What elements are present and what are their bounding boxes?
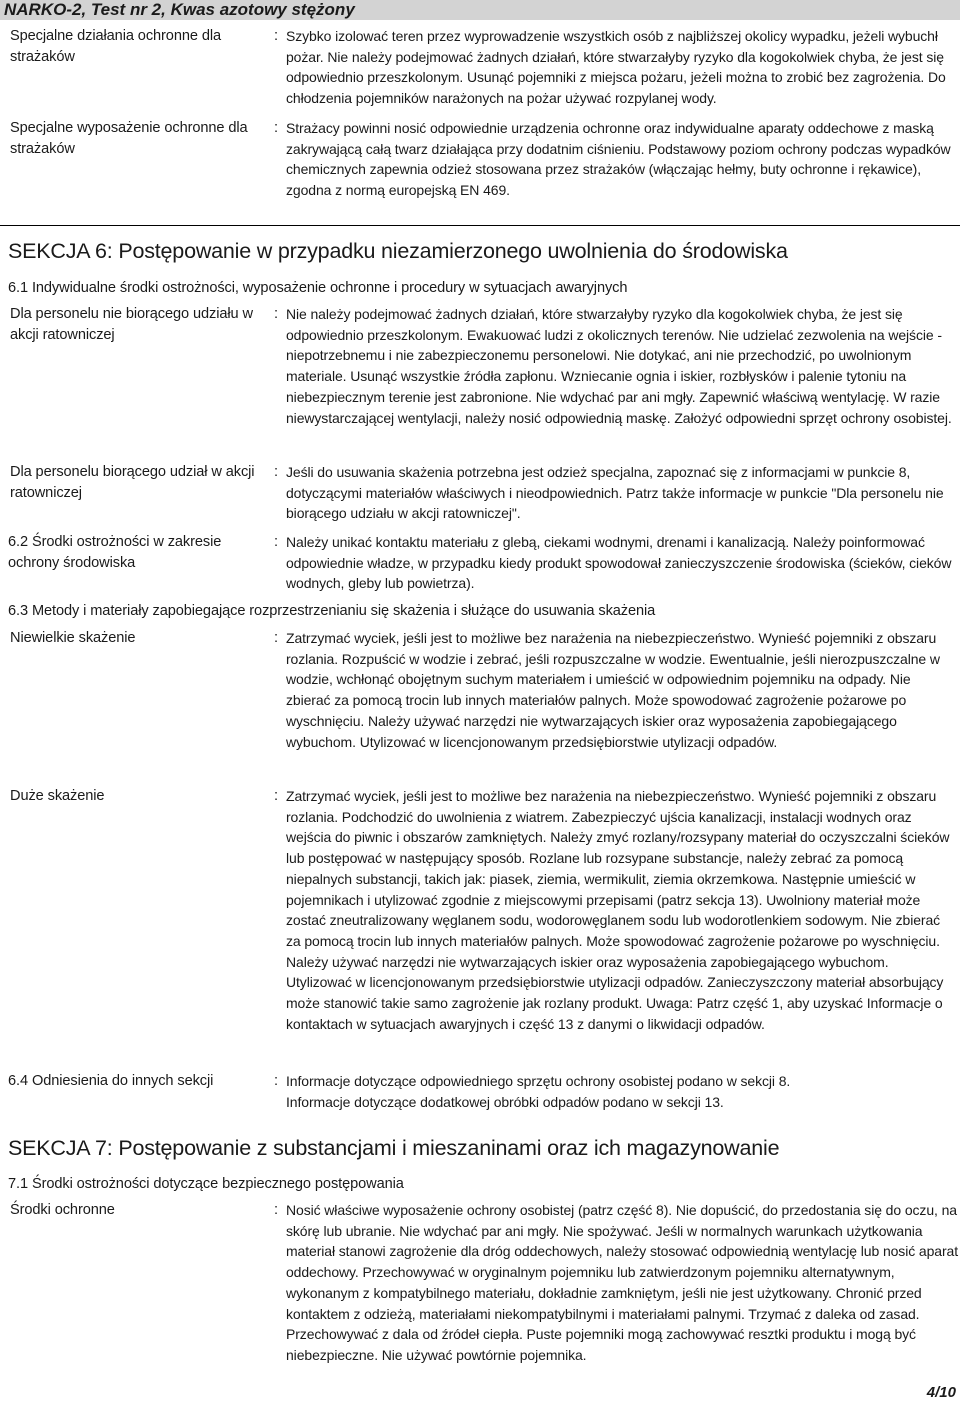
label-large-spill: Duże skażenie [10, 788, 105, 804]
document-header [0, 0, 960, 20]
section-6-title: SEKCJA 6: Postępowanie w przypadku niezamierzonego uwolnienia do środowiska [8, 239, 788, 263]
reference-line-2: Informacje dotyczące dodatkowej obróbki odpadów podano w sekcji 13. [286, 1093, 724, 1110]
colon: : [274, 28, 279, 44]
value-non-emergency: Nie należy podejmować żadnych działań, które stwarzałyby ryzyko dla kogokolwiek chyba, że jest się odpowiednio przeszkolonym. Ewakuować ludzi z okolicznych terenów. Nie udzielać zezwolenia na wejście - niepotrzebnemu i nie zabezpieczonemu personelowi. Nie dotykać, ani nie przechodzić, po uwolnionym materiale. Usunąć wszystkie źródła zapłonu. Wzniecanie ognia i iskier, rozbłysków i palenie tytoniu na niebezpiecznym terenie jest zabronione. Nie wdychać par ani mgły. Zapewnić właściwą wentylację. W razie niewystarczającej wentylacji, należy nosić odpowiednią maskę. Założyć odpowiedni sprzęt ochrony osobistej. [286, 306, 952, 426]
subsection-6-3-title: 6.3 Metody i materiały zapobiegające rozprzestrzenianiu się skażenia i służące do usuwania skażenia [8, 603, 656, 619]
value-special-equipment: Strażacy powinni nosić odpowiednie urządzenia ochronne oraz indywidualne aparaty oddechowe z maską zakrywającą całą twarz działająca przy dodatnim ciśnieniu. Podstawowy poziom ochrony podczas wypadków chemicznych zapewnia odzież stosowana przez strażaków (włączając hełmy, buty ochronne i rękawice), zgodna z normą europejską EN 469. [286, 120, 951, 199]
colon: : [274, 788, 279, 804]
header-title: NARKO-2, Test nr 2, Kwas azotowy stężony [4, 0, 355, 19]
colon: : [274, 630, 279, 646]
reference-line-1: Informacje dotyczące odpowiedniego sprzętu ochrony osobistej podano w sekcji 8. [286, 1073, 791, 1089]
label-special-actions: Specjalne działania ochronne dla strażaków [10, 28, 221, 65]
value-protective-measures: Nosić właściwe wyposażenie ochrony osobistej (patrz część 8). Nie dopuścić, do przedostania się do oczu, na skórę lub ubranie. Nie wdychać par ani mgły. Nie spożywać. Jeśli w normalnych warunkach użytkowania materiał stanowi zagrożenie dla dróg oddechowych, należy stosować odpowiednią wentylację lub nosić aparat oddechowy. Przechowywać w oryginalnym pojemniku lub zatwierdzonym pojemniku alternatywnym, wykonanym z kompatybilnego materiału, dokładnie zamkniętym, jeśli nie jest użytkowany. Chronić przed kontaktem z odzieżą, materiałami niekompatybilnymi i materiałami palnymi. Trzymać z daleka od zasad. Przechowywać z dala od źródeł ciepła. Puste pojemniki mogą zachowywać resztki produktu i mogą być niebezpieczne. Nie używać powtórnie pojemnika. [286, 1202, 959, 1363]
value-small-spill: Zatrzymać wyciek, jeśli jest to możliwe bez narażenia na niebezpieczeństwo. Wynieść pojemniki z obszaru rozlania. Rozpuścić w wodzie i zebrać, jeśli rozpuszczalne w wodzie. Ewentualnie, jeśli nierozpuszczalne w wodzie, wchłonąć obojętnym suchym materiałem i umieścić w odpowiednim pojemniku na odpady. Nie zbierać za pomocą trocin lub innych materiałów palnych. Może spowodować zagrożenie pożarowe po wyschnięciu. Należy używać narzędzi nie wytwarzających iskier oraz wyposażenia zapobiegającego wybuchom. Utylizować w licencjonowanym przedsiębiorstwie utylizacji odpadów. [286, 630, 940, 750]
colon: : [274, 1202, 279, 1218]
label-protective-measures: Środki ochronne [10, 1202, 115, 1218]
value-emergency: Jeśli do usuwania skażenia potrzebna jest odzież specjalna, zapoznać się z informacjami w punkcie 8, dotyczącymi materiałów właściwych i nieodpowiednich. Patrz także informacje w punkcie "Dla personelu nie biorącego udziału w akcji ratowniczej". [286, 464, 944, 522]
label-environment: 6.2 Środki ostrożności w zakresie ochrony środowiska [8, 534, 222, 571]
colon: : [274, 120, 279, 136]
section-7-title: SEKCJA 7: Postępowanie z substancjami i mieszaninami oraz ich magazynowanie [8, 1136, 780, 1160]
value-large-spill: Zatrzymać wyciek, jeśli jest to możliwe bez narażenia na niebezpieczeństwo. Wynieść pojemniki z obszaru rozlania. Podchodzić do uwolnienia z wiatrem. Zabezpieczyć ujścia kanalizacji, instalacji wodnych oraz wejścia do piwnic i obszarów zamkniętych. Należy zmyć rozlany/rozsypany materiał do oczyszczalni ścieków lub postępować w następujący sposób. Rozlane lub rozsypane substancje, należy zebrać za pomocą niepalnych substancji, takich jak: piasek, ziemia, wermikulit, ziemia okrzemkowa. Następnie umieścić w pojemnikach i utylizować zgodnie z miejscowymi przepisami (patrz sekcja 13). Uwolniony materiał może zostać zneutralizowany węglanem sodu, wodorowęglanem sodu lub wodorotlenkiem sodowym. Nie zbierać za pomocą trocin lub innych materiałów palnych. Może spowodować zagrożenie pożarowe po wyschnięciu. Należy używać narzędzi nie wytwarzających iskier oraz wyposażenia zapobiegającego wybuchom. Utylizować w licencjonowanym przedsiębiorstwie utylizacji odpadów. Zanieczyszczony materiał absorbujący może stanowić takie samo zagrożenie jak rozlany produkt. Uwaga: Patrz część 1, aby uzyskać Informacje o kontaktach w sytuacjach awaryjnych i część 13 z danymi o likwidacji odpadów. [286, 788, 950, 1032]
colon: : [274, 534, 279, 550]
label-special-equipment: Specjalne wyposażenie ochronne dla strażaków [10, 120, 248, 157]
value-references [286, 1071, 958, 1112]
colon: : [274, 464, 279, 480]
colon: : [274, 1073, 279, 1089]
label-references: 6.4 Odniesienia do innych sekcji [8, 1073, 214, 1089]
subsection-7-1-title: 7.1 Środki ostrożności dotyczące bezpiecznego postępowania [8, 1176, 404, 1192]
colon: : [274, 306, 279, 322]
label-non-emergency: Dla personelu nie biorącego udziału w akcji ratowniczej [10, 306, 253, 343]
label-emergency: Dla personelu biorącego udział w akcji ratowniczej [10, 464, 255, 501]
subsection-6-1-title: 6.1 Indywidualne środki ostrożności, wyposażenie ochronne i procedury w sytuacjach awaryjnych [8, 280, 628, 296]
value-environment: Należy unikać kontaktu materiału z glebą, ciekami wodnymi, drenami i kanalizacją. Należy poinformować odpowiednie władze, w przypadku kiedy produkt spowodował zanieczyszczenie środowiska (ścieków, cieków wodnych, gleby lub powietrza). [286, 534, 952, 592]
value-special-actions: Szybko izolować teren przez wyprowadzenie wszystkich osób z najbliższej okolicy wypadku, jeżeli wybuchł pożar. Nie należy podejmować żadnych działań, które stwarzałyby ryzyko dla kogokolwiek chyba, że jest się odpowiednio przeszkolonym. Usunąć pojemniki z miejsca pożaru, jeżeli można to zrobić bez zagrożenia. Do chłodzenia pojemników narażonych na pożar używać rozpylanej wody. [286, 28, 946, 107]
section-divider [0, 225, 960, 226]
page-number: 4/10 [926, 1384, 956, 1401]
label-small-spill: Niewielkie skażenie [10, 630, 136, 646]
